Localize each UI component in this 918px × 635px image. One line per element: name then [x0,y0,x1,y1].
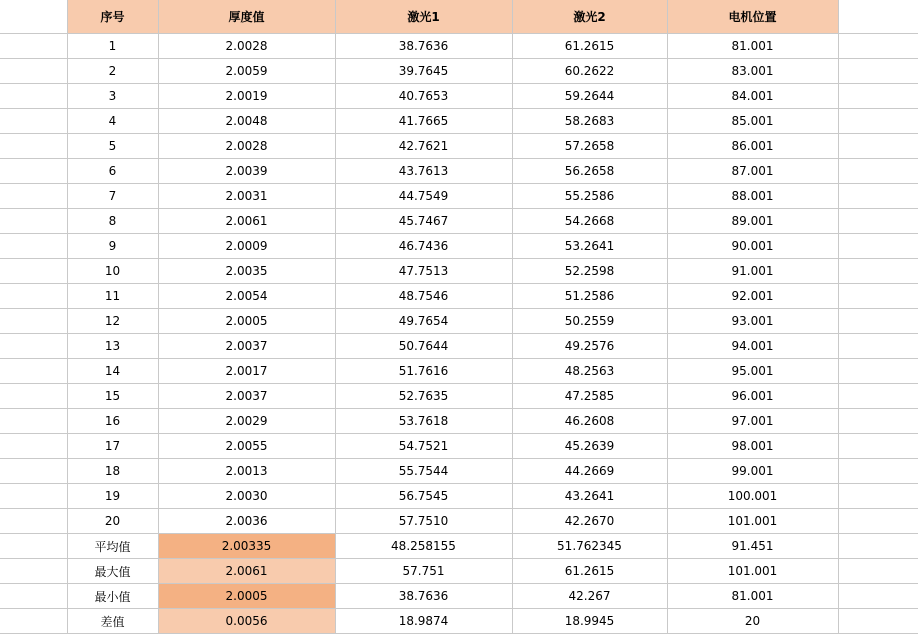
summary-label[interactable]: 平均值 [67,534,158,559]
cell-motor-position[interactable]: 101.001 [667,509,838,534]
cell-laser2[interactable]: 42.2670 [512,509,667,534]
cell-motor-position[interactable]: 93.001 [667,309,838,334]
gutter-cell[interactable] [0,434,67,459]
cell-laser2[interactable]: 51.2586 [512,284,667,309]
cell-laser1[interactable]: 40.7653 [335,84,512,109]
cell-laser1[interactable]: 53.7618 [335,409,512,434]
cell-index[interactable]: 17 [67,434,158,459]
cell-laser2[interactable]: 47.2585 [512,384,667,409]
cell-index[interactable]: 1 [67,34,158,59]
gutter-cell[interactable] [0,259,67,284]
cell-laser2[interactable]: 55.2586 [512,184,667,209]
gutter-cell[interactable] [0,584,67,609]
empty-cell[interactable] [838,0,918,34]
cell-index[interactable]: 13 [67,334,158,359]
summary-cell-laser1[interactable]: 18.9874 [335,609,512,634]
summary-cell-thickness[interactable]: 2.0061 [158,559,335,584]
cell-laser1[interactable]: 57.7510 [335,509,512,534]
cell-thickness[interactable]: 2.0019 [158,84,335,109]
gutter-cell[interactable] [0,209,67,234]
cell-index[interactable]: 12 [67,309,158,334]
cell-index[interactable]: 8 [67,209,158,234]
empty-cell[interactable] [838,584,918,609]
gutter-cell[interactable] [0,184,67,209]
cell-thickness[interactable]: 2.0037 [158,334,335,359]
gutter-cell[interactable] [0,484,67,509]
empty-cell[interactable] [838,409,918,434]
empty-cell[interactable] [838,484,918,509]
cell-laser1[interactable]: 41.7665 [335,109,512,134]
cell-laser2[interactable]: 49.2576 [512,334,667,359]
table-row [0,59,918,84]
cell-index[interactable]: 16 [67,409,158,434]
cell-laser1[interactable]: 43.7613 [335,159,512,184]
cell-laser2[interactable]: 43.2641 [512,484,667,509]
cell-motor-position[interactable]: 99.001 [667,459,838,484]
summary-label[interactable]: 差值 [67,609,158,634]
cell-index[interactable]: 11 [67,284,158,309]
cell-index[interactable]: 7 [67,184,158,209]
cell-laser2[interactable]: 54.2668 [512,209,667,234]
table-row [0,384,918,409]
cell-index[interactable]: 20 [67,509,158,534]
gutter-cell[interactable] [0,309,67,334]
cell-index[interactable]: 15 [67,384,158,409]
summary-row-average [0,534,918,559]
cell-thickness[interactable]: 2.0035 [158,259,335,284]
table-row [0,134,918,159]
summary-cell-laser1[interactable]: 38.7636 [335,584,512,609]
cell-laser2[interactable]: 52.2598 [512,259,667,284]
cell-laser1[interactable]: 45.7467 [335,209,512,234]
empty-cell[interactable] [838,284,918,309]
gutter-cell[interactable] [0,284,67,309]
empty-cell[interactable] [838,509,918,534]
cell-motor-position[interactable]: 90.001 [667,234,838,259]
table-row [0,459,918,484]
cell-laser2[interactable]: 61.2615 [512,34,667,59]
cell-laser2[interactable]: 45.2639 [512,434,667,459]
cell-laser1[interactable]: 48.7546 [335,284,512,309]
table-row [0,309,918,334]
summary-cell-laser1[interactable]: 48.258155 [335,534,512,559]
cell-motor-position[interactable]: 96.001 [667,384,838,409]
cell-laser2[interactable]: 58.2683 [512,109,667,134]
header-cell-motor-position[interactable]: 电机位置 [667,0,838,34]
empty-cell[interactable] [838,309,918,334]
cell-thickness[interactable]: 2.0039 [158,159,335,184]
empty-cell[interactable] [838,209,918,234]
cell-motor-position[interactable]: 87.001 [667,159,838,184]
gutter-cell[interactable] [0,234,67,259]
table-row [0,509,918,534]
cell-thickness[interactable]: 2.0005 [158,309,335,334]
cell-index[interactable]: 6 [67,159,158,184]
cell-thickness[interactable]: 2.0036 [158,509,335,534]
cell-laser1[interactable]: 50.7644 [335,334,512,359]
table-row [0,334,918,359]
table-row [0,209,918,234]
cell-thickness[interactable]: 2.0017 [158,359,335,384]
cell-index[interactable]: 10 [67,259,158,284]
summary-row-range [0,609,918,634]
empty-cell[interactable] [838,459,918,484]
cell-motor-position[interactable]: 94.001 [667,334,838,359]
cell-laser1[interactable]: 38.7636 [335,34,512,59]
cell-thickness[interactable]: 2.0029 [158,409,335,434]
gutter-cell[interactable] [0,559,67,584]
cell-thickness[interactable]: 2.0028 [158,34,335,59]
cell-motor-position[interactable]: 92.001 [667,284,838,309]
cell-motor-position[interactable]: 83.001 [667,59,838,84]
cell-index[interactable]: 14 [67,359,158,384]
cell-motor-position[interactable]: 89.001 [667,209,838,234]
gutter-cell[interactable] [0,84,67,109]
table-row [0,34,918,59]
header-cell-laser2[interactable]: 激光2 [512,0,667,34]
cell-laser2[interactable]: 46.2608 [512,409,667,434]
table-row [0,184,918,209]
empty-cell[interactable] [838,84,918,109]
gutter-cell[interactable] [0,359,67,384]
cell-laser1[interactable]: 56.7545 [335,484,512,509]
cell-motor-position[interactable]: 86.001 [667,134,838,159]
empty-cell[interactable] [838,559,918,584]
cell-laser1[interactable]: 47.7513 [335,259,512,284]
summary-row-max [0,559,918,584]
cell-motor-position[interactable]: 91.001 [667,259,838,284]
gutter-cell[interactable] [0,409,67,434]
table-row [0,109,918,134]
table-row [0,284,918,309]
empty-cell[interactable] [838,359,918,384]
gutter-cell[interactable] [0,34,67,59]
summary-label[interactable]: 最大值 [67,559,158,584]
summary-cell-laser2[interactable]: 51.762345 [512,534,667,559]
empty-cell[interactable] [838,609,918,634]
empty-cell[interactable] [838,59,918,84]
cell-index[interactable]: 19 [67,484,158,509]
gutter-cell[interactable] [0,59,67,84]
summary-cell-laser2[interactable]: 61.2615 [512,559,667,584]
gutter-cell[interactable] [0,0,67,34]
empty-cell[interactable] [838,259,918,284]
summary-cell-laser2[interactable]: 18.9945 [512,609,667,634]
empty-cell[interactable] [838,109,918,134]
table-row [0,409,918,434]
empty-cell[interactable] [838,434,918,459]
cell-index[interactable]: 3 [67,84,158,109]
table-row [0,234,918,259]
cell-index[interactable]: 9 [67,234,158,259]
cell-laser2[interactable]: 44.2669 [512,459,667,484]
cell-thickness[interactable]: 2.0059 [158,59,335,84]
cell-motor-position[interactable]: 88.001 [667,184,838,209]
cell-laser1[interactable]: 42.7621 [335,134,512,159]
cell-laser1[interactable]: 54.7521 [335,434,512,459]
cell-motor-position[interactable]: 100.001 [667,484,838,509]
cell-laser1[interactable]: 46.7436 [335,234,512,259]
gutter-cell[interactable] [0,384,67,409]
summary-cell-thickness[interactable]: 2.0005 [158,584,335,609]
empty-cell[interactable] [838,34,918,59]
header-cell-laser1[interactable]: 激光1 [335,0,512,34]
table-row [0,159,918,184]
gutter-cell[interactable] [0,334,67,359]
cell-laser1[interactable]: 39.7645 [335,59,512,84]
cell-thickness[interactable]: 2.0028 [158,134,335,159]
cell-motor-position[interactable]: 98.001 [667,434,838,459]
summary-row-min [0,584,918,609]
cell-thickness[interactable]: 2.0009 [158,234,335,259]
cell-laser2[interactable]: 59.2644 [512,84,667,109]
cell-index[interactable]: 4 [67,109,158,134]
summary-cell-laser2[interactable]: 42.267 [512,584,667,609]
cell-motor-position[interactable]: 81.001 [667,34,838,59]
gutter-cell[interactable] [0,159,67,184]
cell-index[interactable]: 18 [67,459,158,484]
summary-cell-laser1[interactable]: 57.751 [335,559,512,584]
empty-cell[interactable] [838,159,918,184]
cell-laser1[interactable]: 55.7544 [335,459,512,484]
table-row [0,434,918,459]
gutter-cell[interactable] [0,459,67,484]
cell-laser2[interactable]: 50.2559 [512,309,667,334]
cell-motor-position[interactable]: 85.001 [667,109,838,134]
table-row [0,359,918,384]
empty-cell[interactable] [838,134,918,159]
table-row [0,259,918,284]
cell-motor-position[interactable]: 84.001 [667,84,838,109]
cell-laser2[interactable]: 60.2622 [512,59,667,84]
gutter-cell[interactable] [0,509,67,534]
cell-thickness[interactable]: 2.0037 [158,384,335,409]
cell-index[interactable]: 2 [67,59,158,84]
cell-index[interactable]: 5 [67,134,158,159]
empty-cell[interactable] [838,184,918,209]
summary-label[interactable]: 最小值 [67,584,158,609]
cell-thickness[interactable]: 2.0055 [158,434,335,459]
cell-laser2[interactable]: 56.2658 [512,159,667,184]
cell-laser2[interactable]: 57.2658 [512,134,667,159]
cell-motor-position[interactable]: 95.001 [667,359,838,384]
cell-motor-position[interactable]: 97.001 [667,409,838,434]
summary-cell-motor-position[interactable]: 91.451 [667,534,838,559]
gutter-cell[interactable] [0,109,67,134]
summary-cell-motor-position[interactable]: 81.001 [667,584,838,609]
cell-laser2[interactable]: 48.2563 [512,359,667,384]
empty-cell[interactable] [838,534,918,559]
summary-cell-motor-position[interactable]: 101.001 [667,559,838,584]
header-cell-thickness[interactable]: 厚度值 [158,0,335,34]
gutter-cell[interactable] [0,534,67,559]
empty-cell[interactable] [838,384,918,409]
cell-thickness[interactable]: 2.0031 [158,184,335,209]
cell-laser1[interactable]: 52.7635 [335,384,512,409]
gutter-cell[interactable] [0,134,67,159]
cell-laser2[interactable]: 53.2641 [512,234,667,259]
empty-cell[interactable] [838,334,918,359]
gutter-cell[interactable] [0,609,67,634]
summary-cell-thickness[interactable]: 2.00335 [158,534,335,559]
cell-thickness[interactable]: 2.0061 [158,209,335,234]
table-row [0,84,918,109]
cell-thickness[interactable]: 2.0013 [158,459,335,484]
cell-thickness[interactable]: 2.0030 [158,484,335,509]
summary-cell-motor-position[interactable]: 20 [667,609,838,634]
header-cell-index[interactable]: 序号 [67,0,158,34]
cell-thickness[interactable]: 2.0048 [158,109,335,134]
table-row [0,484,918,509]
cell-laser1[interactable]: 49.7654 [335,309,512,334]
cell-thickness[interactable]: 2.0054 [158,284,335,309]
empty-cell[interactable] [838,234,918,259]
header-row [0,0,918,34]
cell-laser1[interactable]: 51.7616 [335,359,512,384]
cell-laser1[interactable]: 44.7549 [335,184,512,209]
summary-cell-thickness[interactable]: 0.0056 [158,609,335,634]
